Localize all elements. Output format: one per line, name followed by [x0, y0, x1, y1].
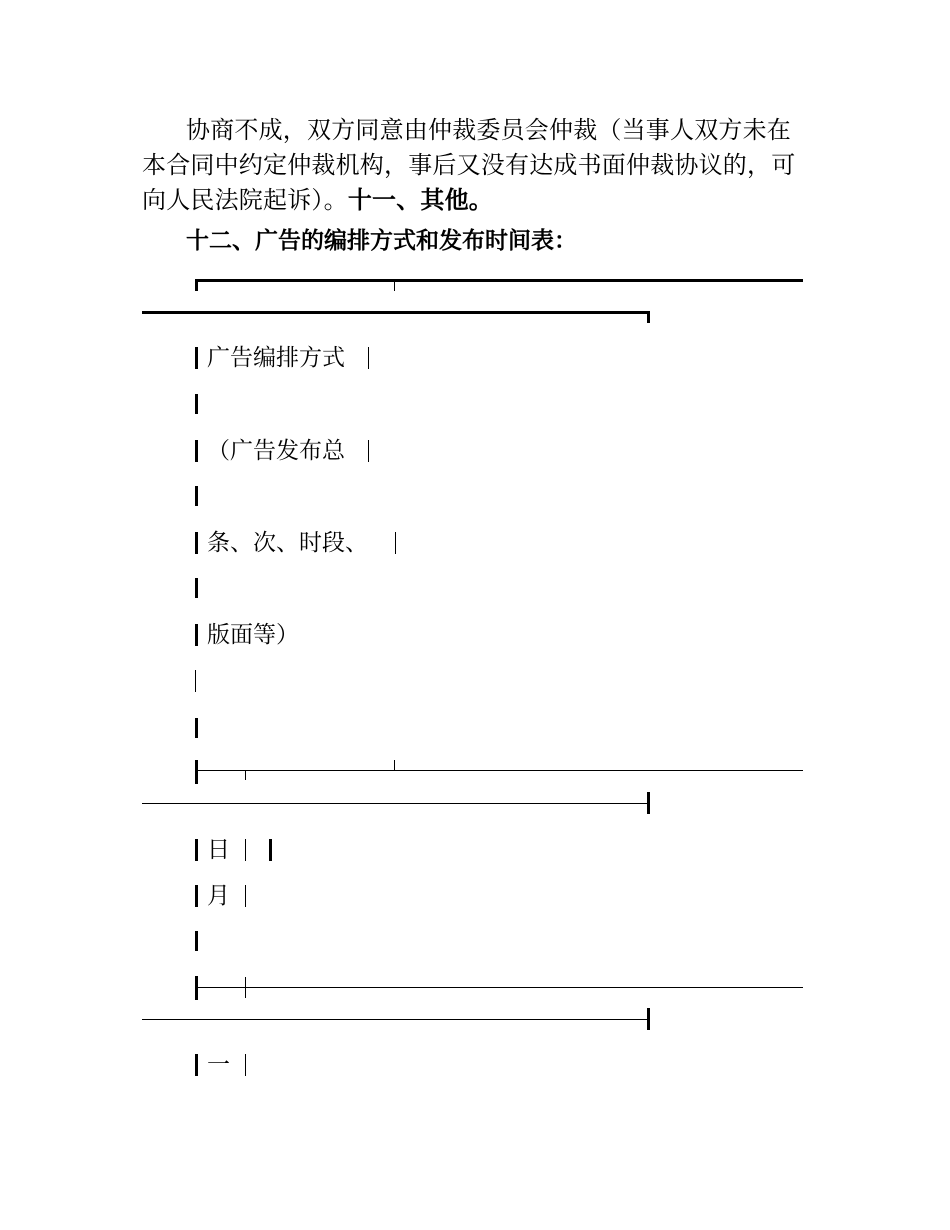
header-line-1: 广告编排方式	[207, 345, 345, 371]
paragraph-text: 协商不成，双方同意由仲裁委员会仲裁（当事人双方未在本合同中约定仲裁机构，事后又没有达成书面仲裁协议的，可向人民法院起诉）。	[142, 116, 796, 214]
header-line-2: （广告发布总	[207, 438, 345, 464]
row-label: 一	[207, 1052, 230, 1078]
header-line-4: 版面等）	[207, 622, 299, 648]
month-label: 月	[207, 883, 230, 909]
day-label: 日	[207, 837, 230, 863]
arbitration-paragraph	[142, 113, 812, 218]
header-line-3: 条、次、时段、	[207, 530, 368, 556]
section-11-title: 十一、其他。	[347, 186, 494, 214]
section-12-heading: 十二、广告的编排方式和发布时间表：	[186, 228, 577, 254]
